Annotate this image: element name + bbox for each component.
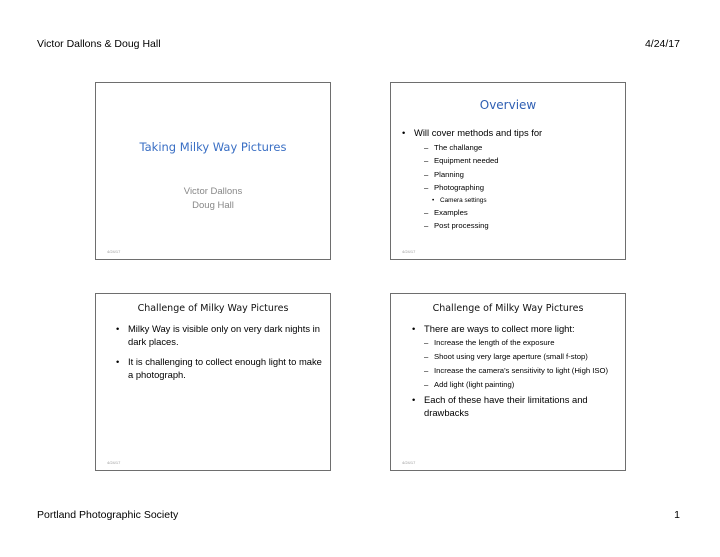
slide-date: 4/24/17	[107, 460, 121, 465]
slide-heading: Overview	[479, 98, 537, 112]
bullet-item: • It is challenging to collect enough light to make a photograph.	[114, 355, 324, 381]
author-name: Doug Hall	[192, 200, 234, 211]
sub-bullet-item: – Photographing	[424, 181, 620, 194]
bullet-item: • There are ways to collect more light:	[410, 322, 620, 335]
author-name: Victor Dallons	[183, 186, 243, 197]
slide-body	[114, 322, 324, 388]
sub-bullet-item: – Equipment needed	[424, 154, 620, 167]
slide-date: 4/24/17	[107, 249, 121, 254]
slide-challenge-1	[95, 293, 331, 471]
bullet-item: • Each of these have their limitations and drawbacks	[410, 393, 620, 419]
slide-body	[410, 322, 620, 419]
sub-bullet-item: – The challange	[424, 141, 620, 154]
slide-date: 4/24/17	[402, 460, 416, 465]
slide-body	[400, 126, 620, 232]
page-footer-org: Portland Photographic Society	[37, 509, 179, 521]
sub-bullet-item: – Examples	[424, 206, 620, 219]
sub-bullet-item: – Planning	[424, 168, 620, 181]
sub-sub-bullet-item: • Camera settings	[424, 195, 620, 206]
sub-bullet-item: – Post processing	[424, 219, 620, 232]
slide-title-heading: Taking Milky Way Pictures	[139, 140, 287, 154]
slide-challenge-2	[390, 293, 626, 471]
sub-bullet-item: – Increase the camera's sensitivity to light (High ISO)	[424, 365, 620, 376]
page-header-date: 4/24/17	[644, 38, 680, 50]
sub-list	[424, 141, 620, 232]
bullet-item: • Will cover methods and tips for	[400, 126, 620, 139]
page-header-title: Victor Dallons & Doug Hall	[37, 38, 161, 50]
slide-date: 4/24/17	[402, 249, 416, 254]
bullet-item: • Milky Way is visible only on very dark nights in dark places.	[114, 322, 324, 348]
page-number: 1	[674, 509, 680, 521]
sub-bullet-item: – Increase the length of the exposure	[424, 337, 620, 348]
sub-list	[424, 337, 620, 390]
slide-overview	[390, 82, 626, 260]
sub-bullet-item: – Shoot using very large aperture (small f-stop)	[424, 351, 620, 362]
slide-title	[95, 82, 331, 260]
slide-heading: Challenge of Milky Way Pictures	[137, 303, 289, 314]
sub-bullet-item: – Add light (light painting)	[424, 379, 620, 390]
slide-heading: Challenge of Milky Way Pictures	[432, 303, 584, 314]
